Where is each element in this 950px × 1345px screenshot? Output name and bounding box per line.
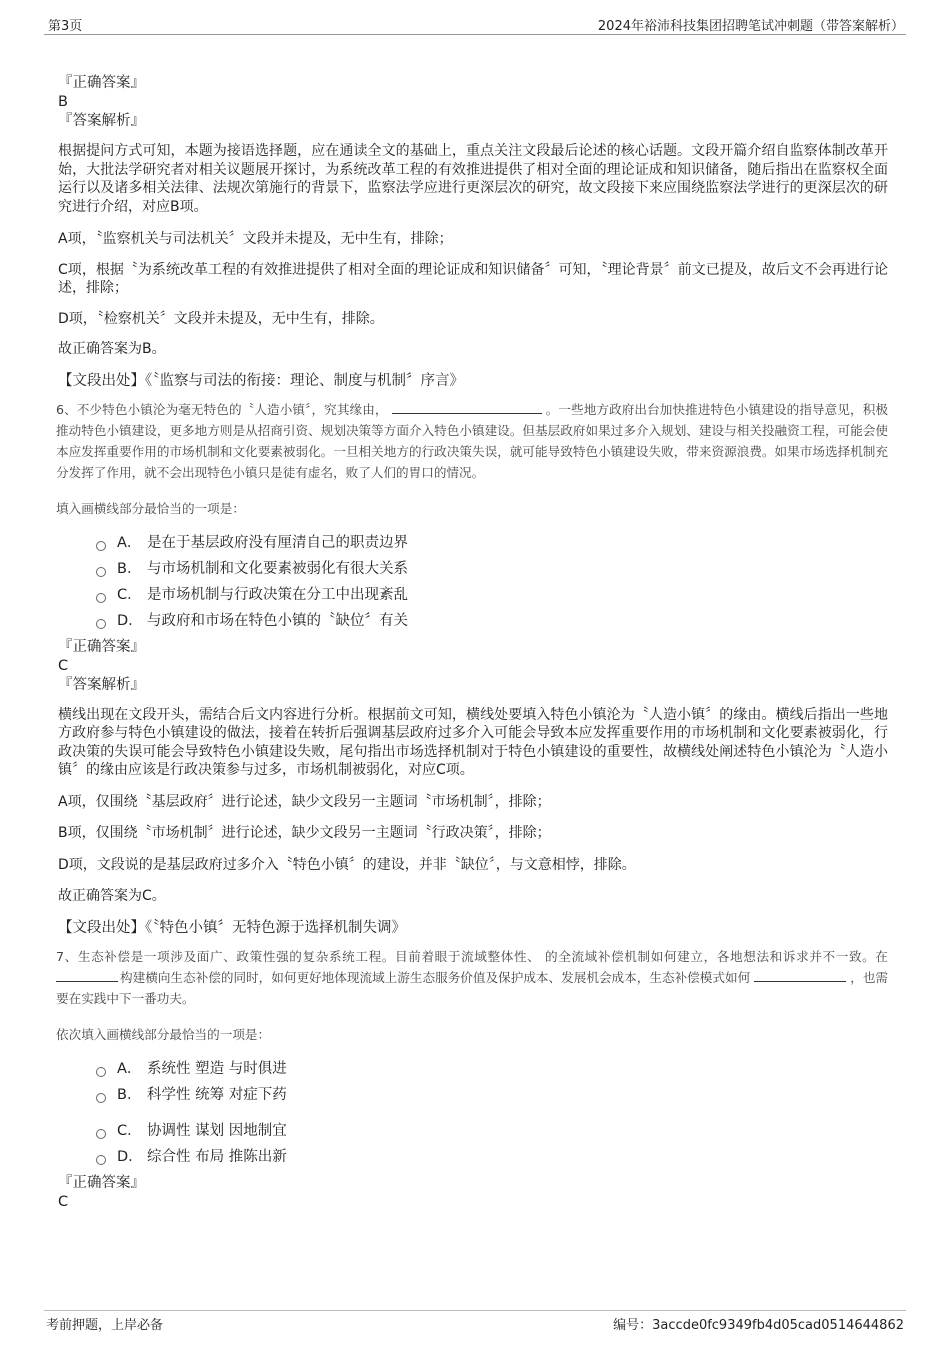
footer-slogan: 考前押题，上岸必备: [46, 1318, 164, 1333]
q6-option-c[interactable]: C． 是市场机制与行政决策在分工中出现紊乱: [56, 582, 888, 608]
radio-button-icon[interactable]: [96, 1129, 106, 1139]
q6-options: [56, 530, 888, 634]
q7-option-d[interactable]: D． 综合性 布局 推陈出新: [56, 1144, 888, 1170]
q7-stem-part2: 构建横向生态补偿的同时，如何更好地体现流域上游生态服务价值及保护成本、发展机会成本，生态补偿模式如何: [120, 969, 751, 985]
q7-option-c[interactable]: C． 协调性 谋划 因地制宜: [56, 1118, 888, 1144]
q6-conclusion: 故正确答案为C。: [58, 888, 166, 904]
radio-button-icon[interactable]: [96, 1093, 106, 1103]
q6-stem: [56, 399, 888, 483]
radio-button-icon[interactable]: [96, 541, 106, 551]
correct-answer-label: 『正确答案』: [58, 638, 145, 655]
analysis-label: 『答案解析』: [58, 676, 145, 693]
q6-option-b[interactable]: B． 与市场机制和文化要素被弱化有很大关系: [56, 556, 888, 582]
q7-answer: C: [58, 1193, 69, 1210]
q6-analysis-a: A项，仅围绕〝基层政府〞进行论述，缺少文段另一主题词〝市场机制〞，排除；: [58, 793, 551, 810]
q6-analysis-d: D项，文段说的是基层政府过多介入〝特色小镇〞的建设，并非〝缺位〞，与文意相悖，排除。: [58, 856, 636, 873]
q5-analysis-main: 根据提问方式可知，本题为接语选择题，应在通读全文的基础上，重点关注文段最后论述的核心话题。文段开篇介绍自监察体制改革开始，大批法学研究者对相关议题展开探讨，为系统改革工程的有效推进提供了相对全面的理论证成和知识储备，随后指出在监察权全面运行以及诸多相关法律、法规次第施行的背景下，监察法学应进行更深层次的研究，故文段接下来应围绕监察法学进行的更深层次的研究进行介绍，对应B项。: [58, 143, 888, 215]
q6-answer: C: [58, 657, 69, 674]
correct-answer-label: 『正确答案』: [58, 75, 145, 91]
q7-option-b[interactable]: B． 科学性 统筹 对症下药: [56, 1082, 888, 1108]
q7-blank-2: [56, 969, 118, 982]
q5-analysis-c: C项，根据〝为系统改革工程的有效推进提供了相对全面的理论证成和知识储备〞可知，〝理论背景〞前文已提及，故后文不会再进行论述，排除；: [58, 261, 888, 296]
q6-stem-after: 。一些地方政府出台加快推进特色小镇建设的指导意见，积极推动特色小镇建设，更多地方则是从招商引资、规划决策等方面介入特色小镇建设。但基层政府如果过多介入规划、建设与相关投融资工程，可能会使本应发挥重要作用的市场机制和文化要素被弱化。一旦相关地方的行政决策失误，就可能导致特色小镇建设失败，带来资源浪费。如果市场选择机制充分发挥了作用，就不会出现特色小镇只是徒有虚名，败了人们的胃口的情况。: [56, 401, 889, 480]
q5-analysis-a: A项，〝监察机关与司法机关〞文段并未提及，无中生有，排除；: [58, 231, 453, 247]
q5-answer: B: [58, 94, 68, 110]
q6-stem-before: 6、不少特色小镇沦为毫无特色的〝人造小镇〞，究其缘由，: [56, 401, 388, 417]
document-title: 2024年裕沛科技集团招聘笔试冲刺题（带答案解析）: [597, 19, 904, 34]
q5-analysis-d: D项，〝检察机关〞文段并未提及，无中生有，排除。: [58, 310, 384, 327]
q7-stem-part1: 7、生态补偿是一项涉及面广、政策性强的复杂系统工程。目前着眼于流域整体性、 的全流域补偿机制如何建立，各地想法和诉求并不一致。在: [56, 948, 888, 964]
q6-analysis-b: B项，仅围绕〝市场机制〞进行论述，缺少文段另一主题词〝行政决策〞，排除；: [58, 825, 551, 841]
document-code: 编号：3accde0fc9349fb4d05cad0514644862: [613, 1318, 904, 1333]
q7-stem: [56, 946, 888, 1009]
q6-blank: [392, 401, 542, 414]
q6-source: 【文段出处】《〝特色小镇〞无特色源于选择机制失调》: [58, 919, 406, 936]
radio-button-icon[interactable]: [96, 567, 106, 577]
radio-button-icon[interactable]: [96, 1155, 106, 1165]
page-header: [44, 14, 906, 35]
q7-prompt: 依次填入画横线部分最恰当的一项是：: [56, 1026, 271, 1042]
analysis-label: 『答案解析』: [58, 113, 145, 129]
q6-prompt: 填入画横线部分最恰当的一项是：: [56, 500, 245, 516]
q7-blank-3: [754, 969, 846, 982]
radio-button-icon[interactable]: [96, 593, 106, 603]
q6-analysis-main: 横线出现在文段开头，需结合后文内容进行分析。根据前文可知，横线处要填入特色小镇沦为〝人造小镇〞的缘由。横线后指出一些地方政府参与特色小镇建设的做法，接着在转折后强调基层政府过多介入可能会导致本应发挥重要作用的市场机制和文化要素被弱化，行政决策的失误可能会导致特色小镇建设失败，尾句指出市场选择机制对于特色小镇建设的重要性，故横线处阐述特色小镇沦为〝人造小镇〞的缘由应该是行政决策参与过多，市场机制被弱化，对应C项。: [58, 706, 888, 778]
page-footer: [44, 1310, 906, 1335]
q5-source: 【文段出处】《〝监察与司法的衔接：理论、制度与机制〞序言》: [58, 372, 464, 389]
radio-button-icon[interactable]: [96, 619, 106, 629]
q7-option-a[interactable]: A． 系统性 塑造 与时俱进: [56, 1056, 888, 1082]
q7-options: [56, 1056, 888, 1170]
radio-button-icon[interactable]: [96, 1067, 106, 1077]
q5-conclusion: 故正确答案为B。: [58, 341, 166, 357]
page-number: 第3页: [48, 19, 83, 34]
q6-option-d[interactable]: D． 与政府和市场在特色小镇的〝缺位〞有关: [56, 608, 888, 634]
document-body: [56, 74, 888, 1212]
q7-stem-part3: ，也需要在实践中下一番功夫。: [56, 969, 889, 1006]
q6-option-a[interactable]: A． 是在于基层政府没有厘清自己的职责边界: [56, 530, 888, 556]
correct-answer-label: 『正确答案』: [58, 1174, 145, 1191]
